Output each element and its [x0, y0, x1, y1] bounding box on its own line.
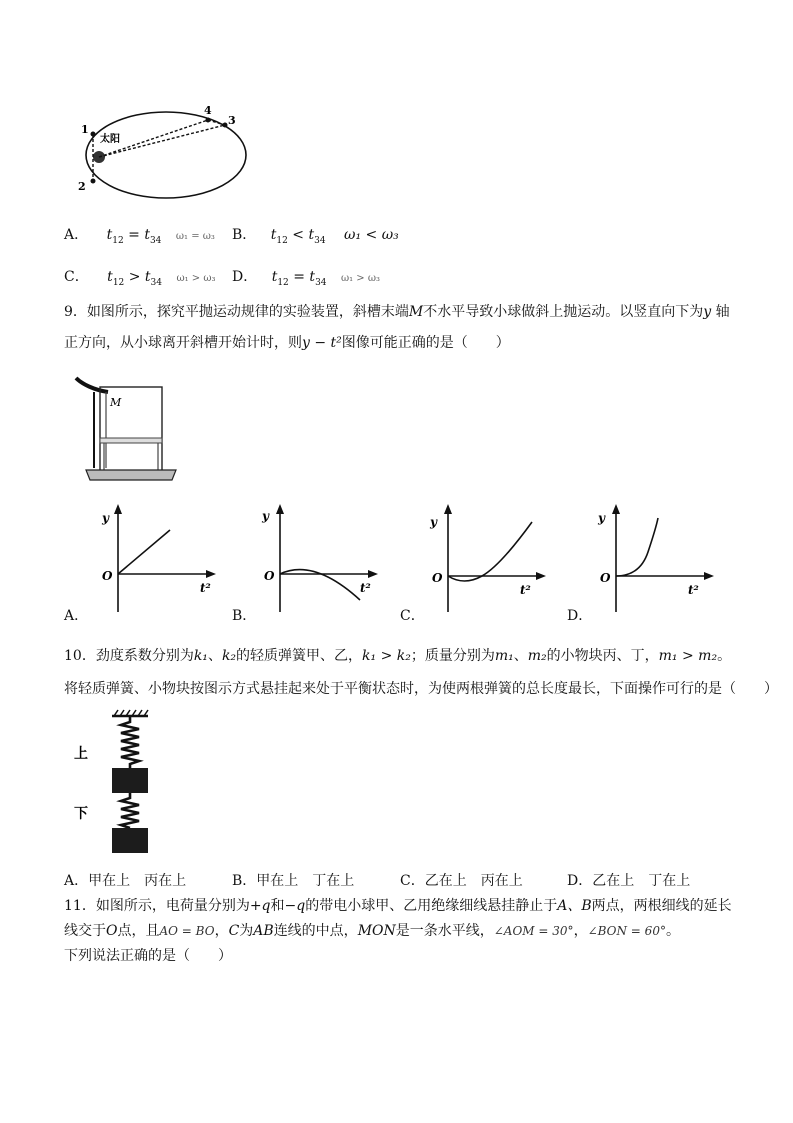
chute [76, 378, 108, 392]
origin-label: O [432, 571, 443, 585]
q9-option-d: D． [567, 608, 593, 624]
graph-c [422, 500, 552, 620]
block-lower [112, 828, 148, 853]
label-3: 3 [228, 114, 236, 127]
x-arrow [206, 570, 216, 578]
graph-b [254, 500, 384, 620]
x-label: t² [200, 581, 211, 595]
y-arrow [276, 504, 284, 514]
y-label: y [598, 511, 605, 525]
label-1: 1 [81, 123, 89, 136]
x-label: t² [520, 583, 531, 597]
x-arrow [704, 572, 714, 580]
y-label: y [430, 515, 437, 529]
curve [118, 530, 170, 574]
graph-a [90, 500, 220, 620]
y-label: y [102, 511, 109, 525]
x-label: t² [688, 583, 699, 597]
apparatus-figure [64, 370, 184, 485]
curve [616, 518, 658, 576]
x-arrow [536, 572, 546, 580]
y-arrow [114, 504, 122, 514]
x-label: t² [360, 581, 371, 595]
q9-line-1: 9．如图所示，探究平抛运动规律的实验装置，斜槽末端M不水平导致小球做斜上抛运动。以竖直向下为y 轴 [64, 304, 730, 320]
q9-line-2: 正方向，从小球离开斜槽开始计时，则y − t²图像可能正确的是（ ） [64, 335, 510, 351]
q8-option-b: B． $t_{12} < t_{34}$ ω₁ < ω₃ [232, 227, 399, 246]
point-2 [91, 179, 96, 184]
q11-line-3: 下列说法正确的是（ ） [64, 948, 232, 964]
q10-line-1: 10．劲度系数分别为k₁、k₂的轻质弹簧甲、乙，k₁ > k₂；质量分别为m₁、m₂的小物块丙、丁，m₁ > m₂。 [64, 648, 732, 664]
q10-option-c: C．乙在上 丙在上 [400, 873, 523, 889]
label-sun: 太阳 [100, 134, 120, 145]
graph-d [590, 500, 720, 620]
q8-option-a: A． $t_{12} = t_{34}$ ω₁ = ω₃ [64, 227, 215, 246]
point-3 [223, 123, 228, 128]
shelf [100, 438, 162, 443]
q8-option-c: C． $t_{12} > t_{34}$ ω₁ > ω₃ [64, 269, 216, 288]
q10-line-2: 将轻质弹簧、小物块按图示方式悬挂起来处于平衡状态时，为使两根弹簧的总长度最长，下面操作可行的是（ ） [64, 681, 778, 697]
apparatus-label-m: M [110, 396, 122, 409]
spring-figure [70, 708, 160, 858]
curve [448, 522, 532, 581]
y-arrow [444, 504, 452, 514]
q9-option-a: A． [64, 608, 89, 624]
point-4 [206, 118, 211, 123]
q10-option-b: B．甲在上 丁在上 [232, 873, 355, 889]
label-4: 4 [204, 104, 212, 117]
origin-label: O [600, 571, 611, 585]
orbit-ellipse [86, 112, 246, 198]
spring-upper [121, 716, 139, 768]
q10-option-d: D．乙在上 丁在上 [567, 873, 691, 889]
spring-lower [121, 793, 139, 828]
origin-label: O [264, 569, 275, 583]
x-arrow [368, 570, 378, 578]
point-1 [91, 132, 96, 137]
base [86, 470, 176, 480]
label-up: 上 [74, 746, 88, 762]
orbit-figure [70, 100, 260, 200]
label-2: 2 [78, 180, 86, 193]
q9-option-c: C． [400, 608, 425, 624]
q9-option-b: B． [232, 608, 257, 624]
q8-option-d: D． $t_{12} = t_{34}$ ω₁ > ω₃ [232, 269, 381, 288]
q11-line-1: 11．如图所示，电荷量分别为+q和−q的带电小球甲、乙用绝缘细线悬挂静止于A、B两点，两根细线的延长 [64, 898, 732, 914]
y-label: y [262, 509, 269, 523]
q10-option-a: A．甲在上 丙在上 [64, 873, 187, 889]
label-down: 下 [74, 806, 88, 822]
q11-line-2: 线交于O点，且AO = BO，C为AB连线的中点，MON是一条水平线，∠AOM = 30°，∠BON = 60°。 [64, 923, 680, 939]
block-upper [112, 768, 148, 793]
origin-label: O [102, 569, 113, 583]
y-arrow [612, 504, 620, 514]
